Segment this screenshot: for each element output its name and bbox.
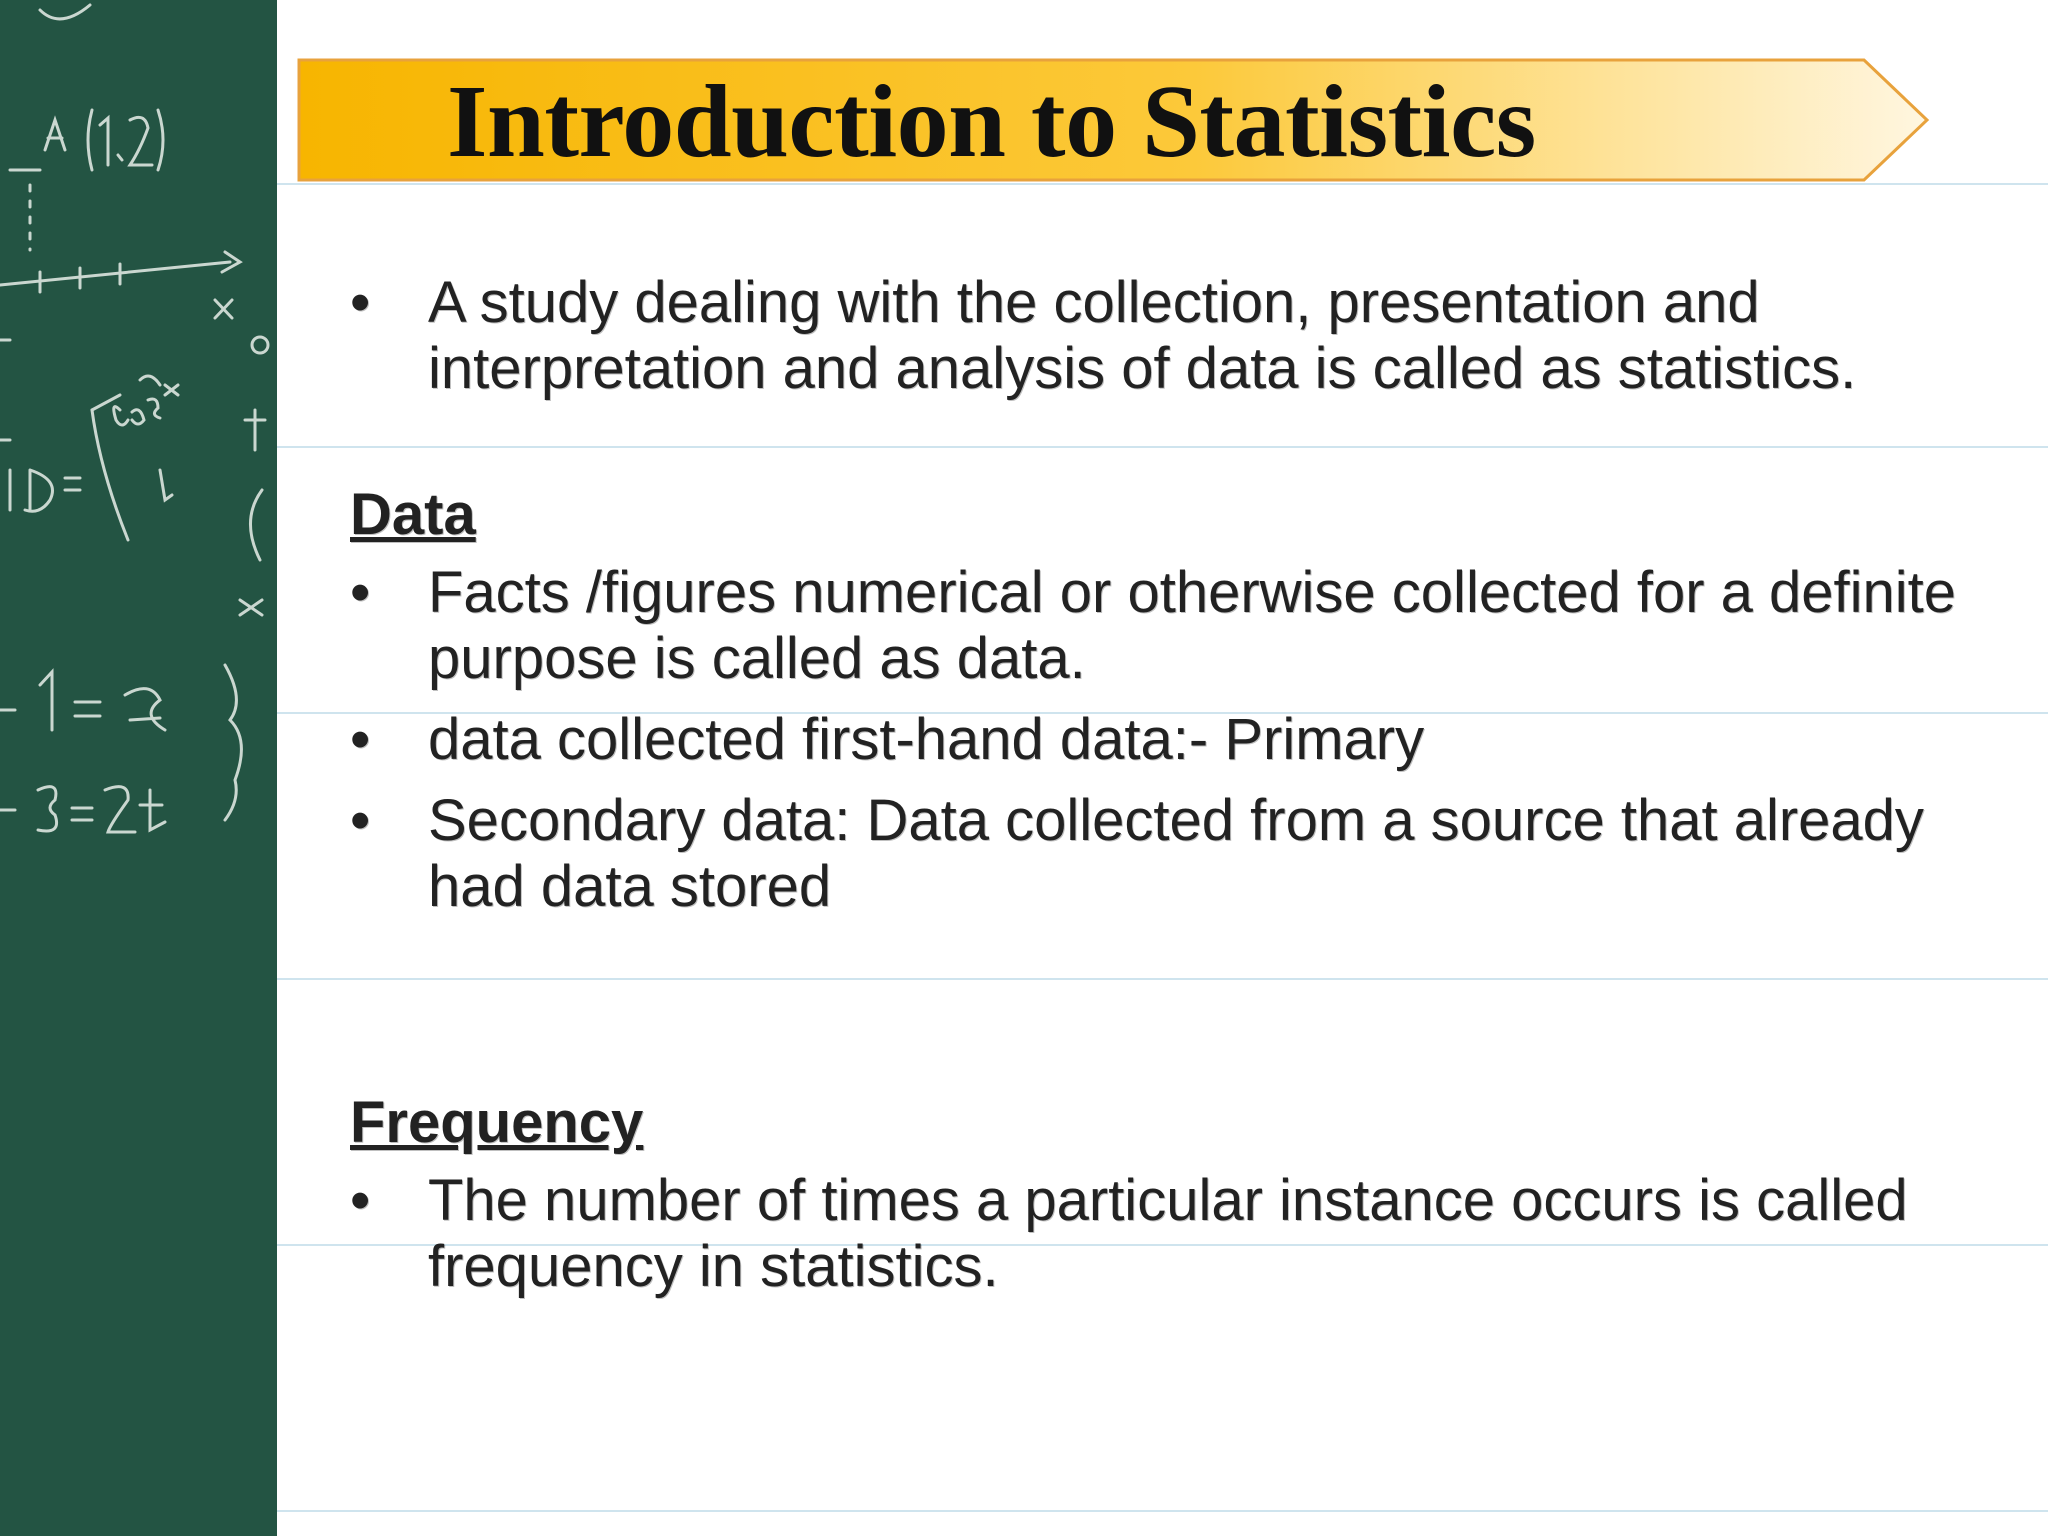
bullet-dot: • — [350, 270, 371, 335]
bullet-text: The number of times a particular instance occurs is called frequency in statistics. — [428, 1168, 1908, 1299]
rule-line — [277, 1510, 2048, 1512]
bullet-item — [350, 707, 1990, 773]
bullet-dot: • — [350, 707, 371, 772]
bullet-item — [350, 788, 1990, 920]
bullet-item — [350, 1168, 1990, 1300]
bullet-text: Secondary data: Data collected from a source that already had data stored — [428, 788, 1924, 919]
section-frequency — [350, 1090, 1990, 1300]
section-heading-data: Data — [350, 482, 476, 547]
rule-line — [277, 183, 2048, 185]
chalkboard-sidebar — [0, 0, 277, 1536]
bullet-item — [350, 270, 1990, 402]
bullet-dot: • — [350, 560, 371, 625]
bullet-dot: • — [350, 1168, 371, 1233]
bullet-dot: • — [350, 788, 371, 853]
bullet-text: A study dealing with the collection, presentation and interpretation and analysis of data is called as statistics. — [428, 270, 1857, 401]
bullet-text: data collected first-hand data:- Primary — [428, 707, 1425, 772]
page-title: Introduction to Statistics — [447, 64, 1536, 179]
section-statistics — [350, 270, 1990, 402]
section-data — [350, 482, 1990, 920]
bullet-item — [350, 560, 1990, 692]
chalk-math-scribbles — [0, 0, 277, 1536]
title-banner — [297, 58, 1930, 182]
slide-content — [350, 270, 1990, 1300]
bullet-text: Facts /figures numerical or otherwise collected for a definite purpose is called as data. — [428, 560, 1957, 691]
section-heading-frequency: Frequency — [350, 1090, 644, 1155]
